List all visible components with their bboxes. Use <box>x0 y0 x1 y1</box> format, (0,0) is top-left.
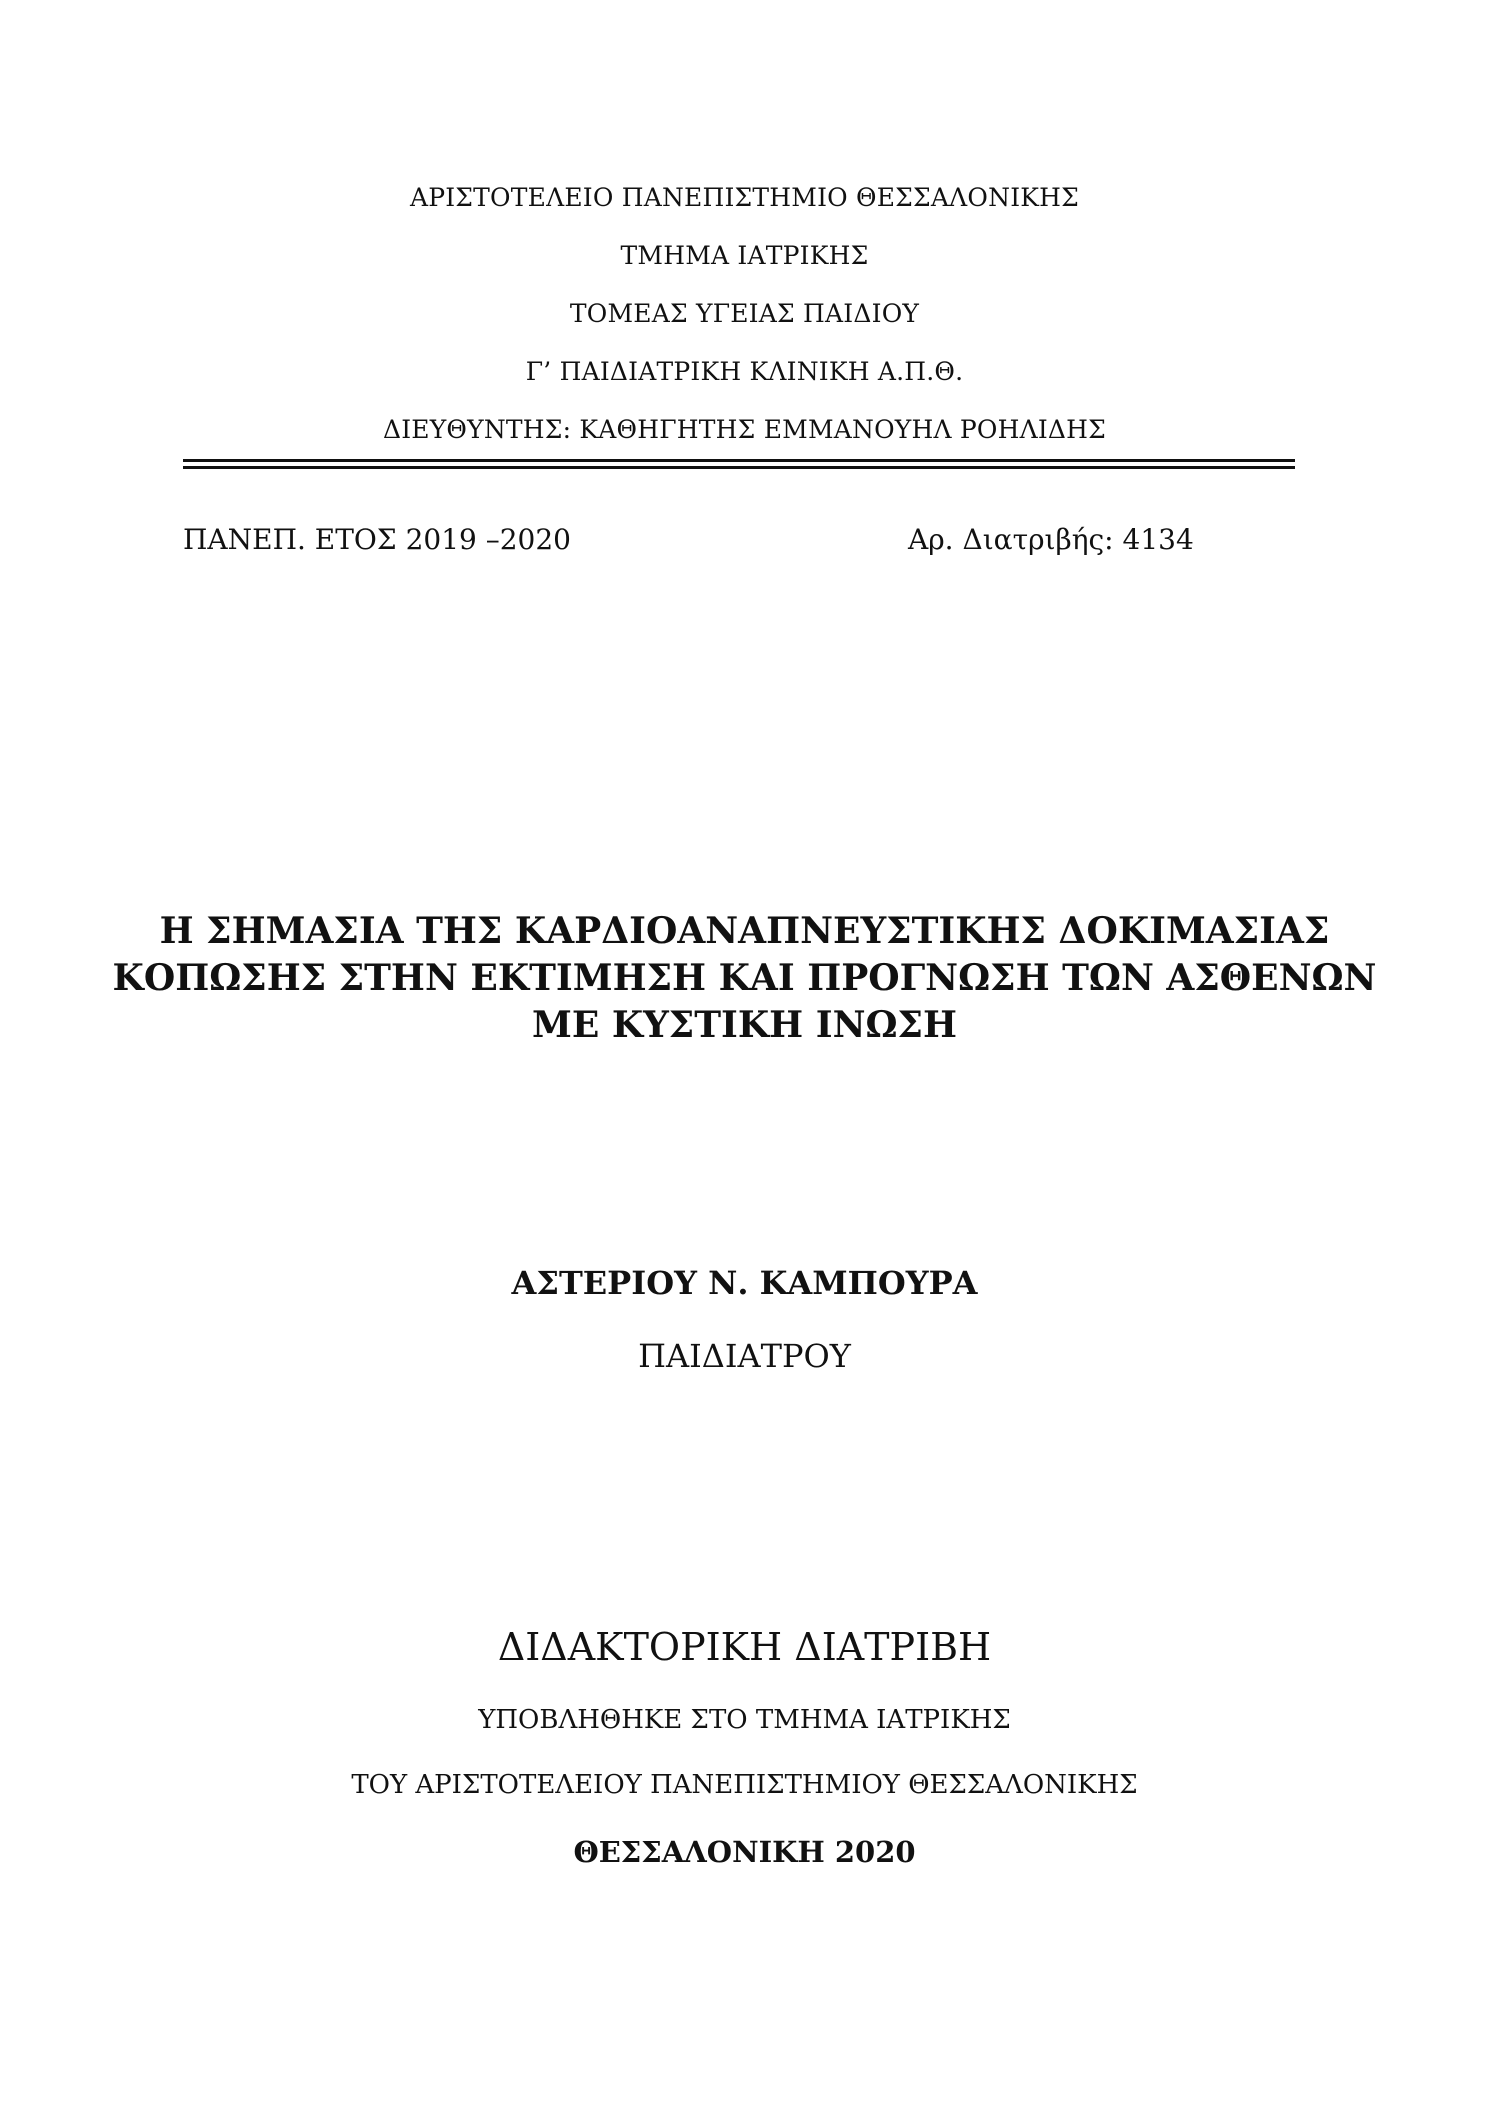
thesis-title-line-3: ΜΕ ΚΥΣΤΙΚΗ ΙΝΩΣΗ <box>532 1004 957 1046</box>
thesis-number: Αρ. Διατριβής: 4134 <box>908 523 1194 556</box>
place-year: ΘΕΣΣΑΛΟΝΙΚΗ 2020 <box>573 1835 916 1869</box>
thesis-type: ΔΙΔΑΚΤΟΡΙΚΗ ΔΙΑΤΡΙΒΗ <box>497 1625 992 1669</box>
submitted-line-1: ΥΠΟΒΛΗΘΗΚΕ ΣΤΟ ΤΜΗΜΑ ΙΑΤΡΙΚΗΣ <box>478 1705 1011 1735</box>
header-rule-top <box>183 459 1295 462</box>
submitted-line-2: ΤΟΥ ΑΡΙΣΤΟΤΕΛΕΙΟΥ ΠΑΝΕΠΙΣΤΗΜΙΟΥ ΘΕΣΣΑΛΟΝΙΚΗΣ <box>351 1770 1138 1800</box>
author-role: ΠΑΙΔΙΑΤΡΟΥ <box>638 1337 851 1375</box>
author-name: ΑΣΤΕΡΙΟΥ Ν. ΚΑΜΠΟΥΡΑ <box>511 1264 978 1302</box>
thesis-title-line-1: Η ΣΗΜΑΣΙΑ ΤΗΣ ΚΑΡΔΙΟΑΝΑΠΝΕΥΣΤΙΚΗΣ ΔΟΚΙΜΑΣΙΑΣ <box>159 910 1330 952</box>
sector-name: ΤΟΜΕΑΣ ΥΓΕΙΑΣ ΠΑΙΔΙΟΥ <box>569 299 920 328</box>
department-name: ΤΜΗΜΑ ΙΑΤΡΙΚΗΣ <box>620 241 869 270</box>
clinic-name: Γ’ ΠΑΙΔΙΑΤΡΙΚΗ ΚΛΙΝΙΚΗ Α.Π.Θ. <box>525 357 964 386</box>
director-line: ΔΙΕΥΘΥΝΤΗΣ: ΚΑΘΗΓΗΤΗΣ ΕΜΜΑΝΟΥΗΛ ΡΟΗΛΙΔΗΣ <box>382 415 1107 444</box>
header-rule-bottom <box>183 466 1295 469</box>
university-name: ΑΡΙΣΤΟΤΕΛΕΙΟ ΠΑΝΕΠΙΣΤΗΜΙΟ ΘΕΣΣΑΛΟΝΙΚΗΣ <box>409 183 1080 212</box>
academic-year: ΠΑΝΕΠ. ΕΤΟΣ 2019 –2020 <box>183 523 571 556</box>
thesis-title-line-2: ΚΟΠΩΣΗΣ ΣΤΗΝ ΕΚΤΙΜΗΣΗ ΚΑΙ ΠΡΟΓΝΩΣΗ ΤΩΝ ΑΣΘΕΝΩΝ <box>112 957 1377 999</box>
